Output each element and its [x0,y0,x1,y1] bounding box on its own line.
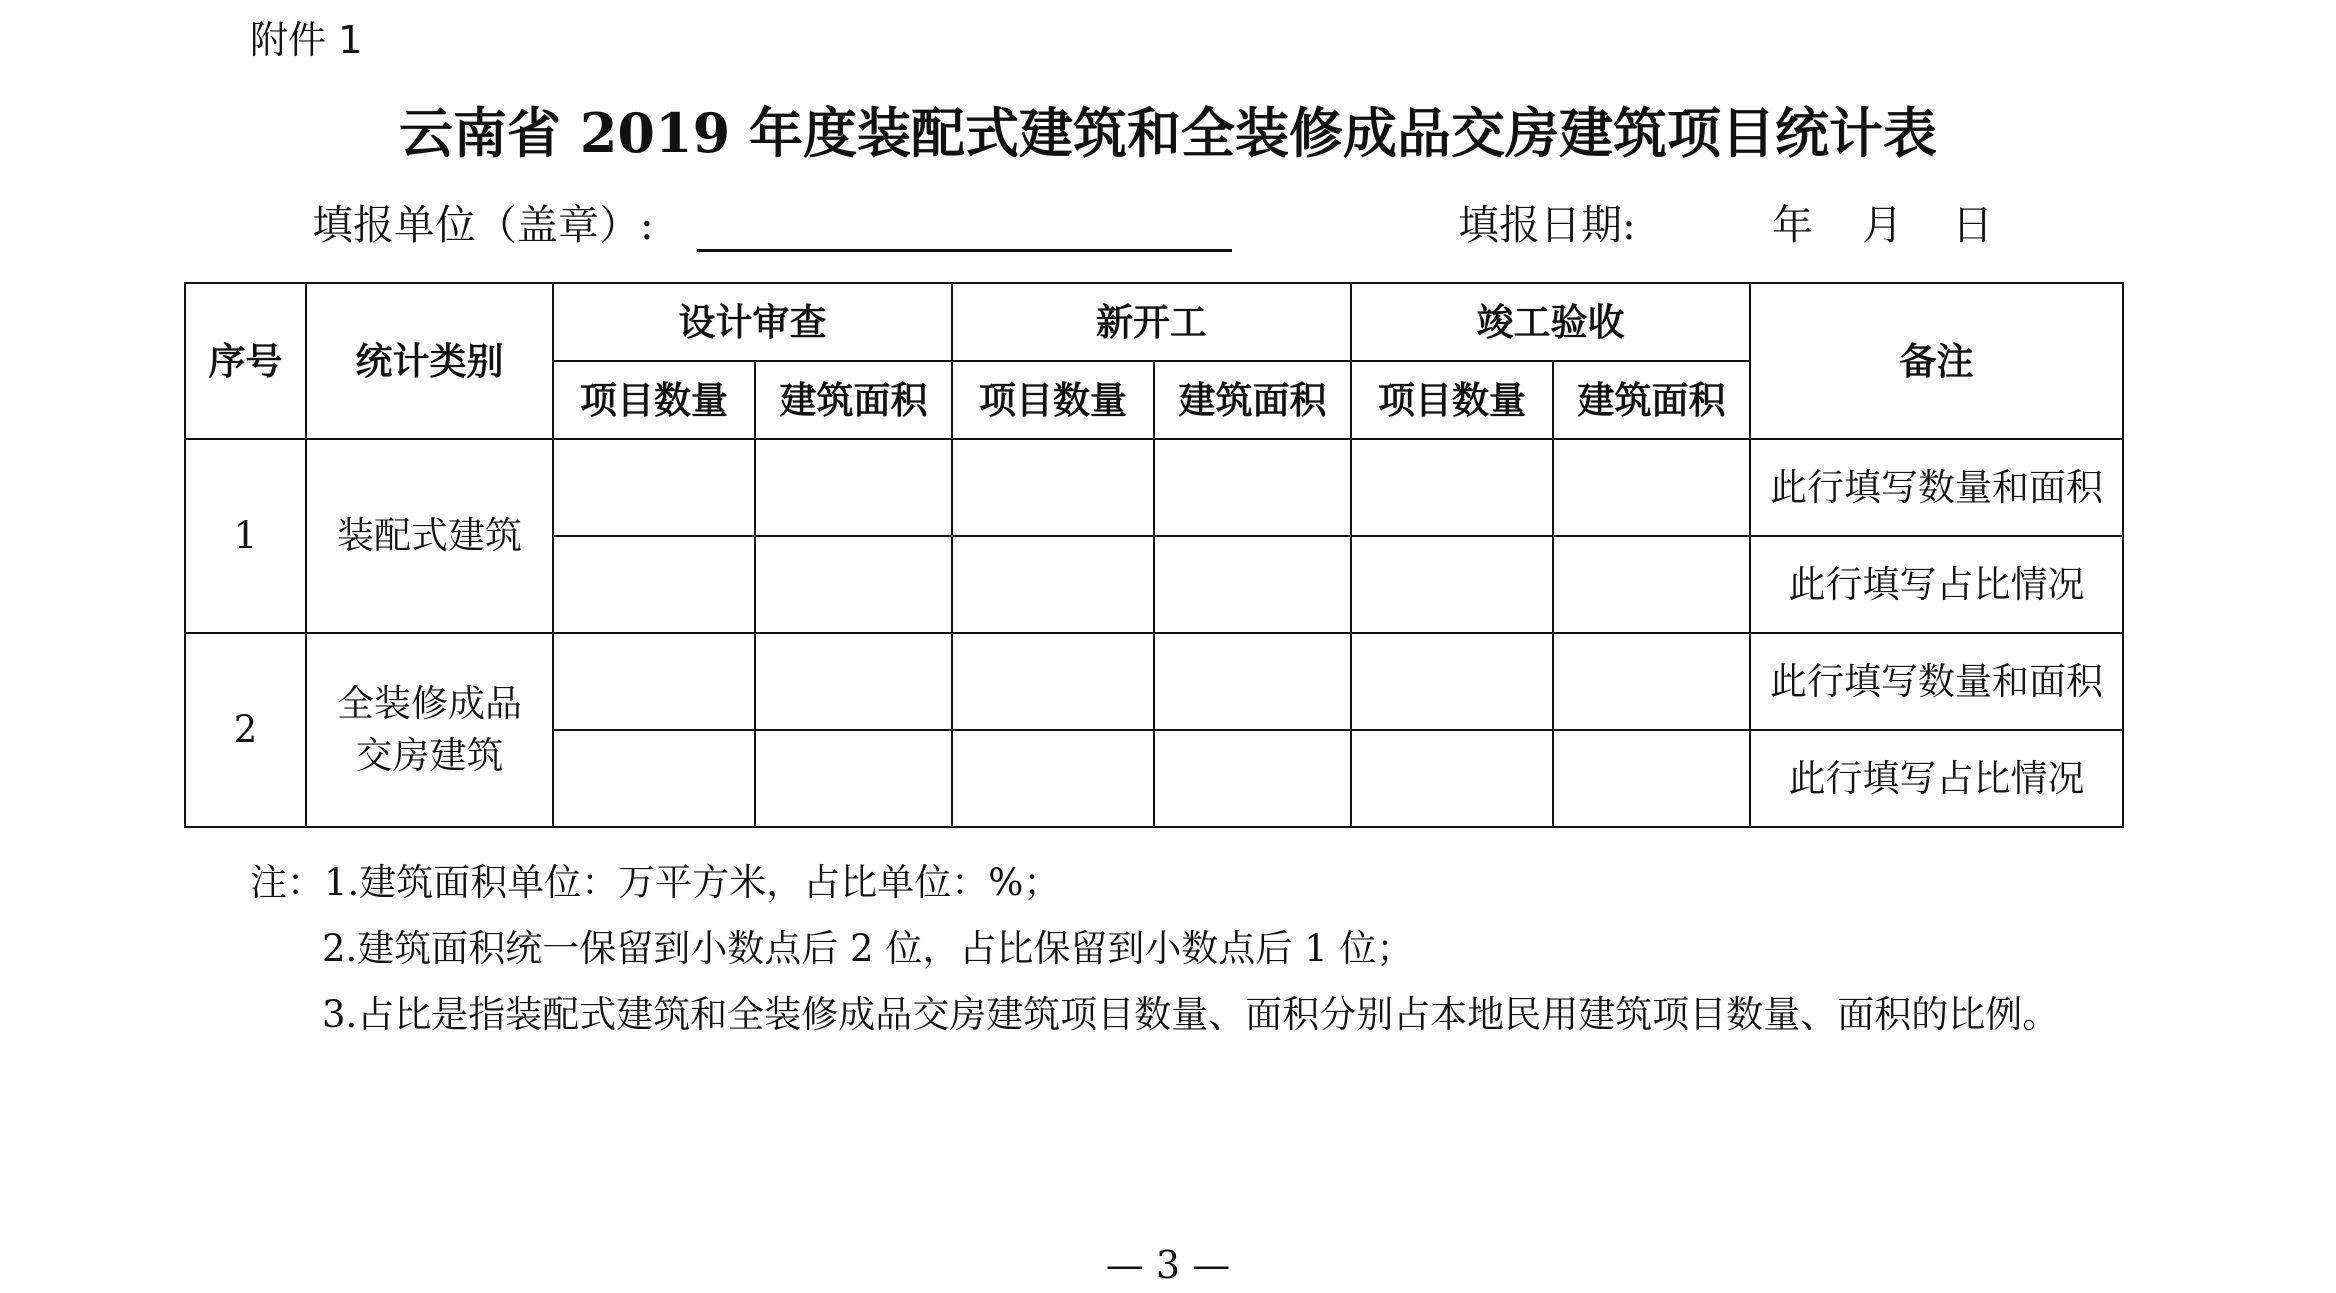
row-category-line-1: 全装修成品 [337,682,522,725]
data-cell[interactable] [1351,536,1553,633]
header-new-start: 新开工 [952,283,1351,361]
row-category: 装配式建筑 [306,439,553,633]
header-completion-count: 项目数量 [1351,361,1553,439]
data-cell[interactable] [1553,439,1750,536]
date-year-label: 年 [1772,201,1813,249]
data-cell[interactable] [1553,730,1750,827]
header-seq: 序号 [185,283,306,439]
data-cell[interactable] [553,439,755,536]
statistics-table [184,282,2124,828]
data-cell[interactable] [553,633,755,730]
page-number: — 3 — [1105,1243,1231,1287]
data-cell[interactable] [755,633,952,730]
data-cell[interactable] [1553,536,1750,633]
header-remarks: 备注 [1750,283,2123,439]
reporting-date-label: 填报日期: [1458,201,1636,249]
row-seq: 1 [185,439,306,633]
header-design-review: 设计审查 [553,283,952,361]
data-cell[interactable] [1351,730,1553,827]
header-new-count: 项目数量 [952,361,1154,439]
data-cell[interactable] [553,536,755,633]
attachment-label: 附件 1 [250,18,363,62]
reporting-unit-label: 填报单位（盖章）: [312,201,654,249]
date-month-label: 月 [1862,201,1903,249]
data-cell[interactable] [952,633,1154,730]
header-new-area: 建筑面积 [1154,361,1351,439]
row-remark: 此行填写数量和面积 [1750,633,2123,730]
data-cell[interactable] [553,730,755,827]
data-cell[interactable] [1553,633,1750,730]
table-row [185,439,2123,536]
note-2: 2.建筑面积统一保留到小数点后 2 位，占比保留到小数点后 1 位； [322,927,1414,970]
data-cell[interactable] [952,536,1154,633]
data-cell[interactable] [1154,439,1351,536]
row-remark: 此行填写占比情况 [1750,730,2123,827]
row-category-line-2: 交房建筑 [355,734,504,777]
notes-section [250,850,2080,1048]
data-cell[interactable] [1154,633,1351,730]
header-completion: 竣工验收 [1351,283,1750,361]
data-cell[interactable] [1154,730,1351,827]
header-design-count: 项目数量 [553,361,755,439]
date-day-label: 日 [1952,201,1993,249]
header-completion-area: 建筑面积 [1553,361,1750,439]
row-category [306,633,553,827]
row-seq: 2 [185,633,306,827]
reporting-unit-blank-line [697,249,1232,252]
data-cell[interactable] [755,536,952,633]
data-cell[interactable] [952,439,1154,536]
table-row [185,633,2123,730]
data-cell[interactable] [1154,536,1351,633]
document-title: 云南省 2019 年度装配式建筑和全装修成品交房建筑项目统计表 [399,101,1937,165]
header-design-area: 建筑面积 [755,361,952,439]
table-header-row-1 [185,283,2123,361]
data-cell[interactable] [952,730,1154,827]
note-3: 3.占比是指装配式建筑和全装修成品交房建筑项目数量、面积分别占本地民用建筑项目数量、面积的比例。 [322,993,2060,1036]
data-cell[interactable] [755,439,952,536]
data-cell[interactable] [1351,633,1553,730]
data-cell[interactable] [755,730,952,827]
data-cell[interactable] [1351,439,1553,536]
note-1: 注：1.建筑面积单位：万平方米，占比单位：%； [250,861,1061,904]
row-remark: 此行填写占比情况 [1750,536,2123,633]
header-category: 统计类别 [306,283,553,439]
row-remark: 此行填写数量和面积 [1750,439,2123,536]
